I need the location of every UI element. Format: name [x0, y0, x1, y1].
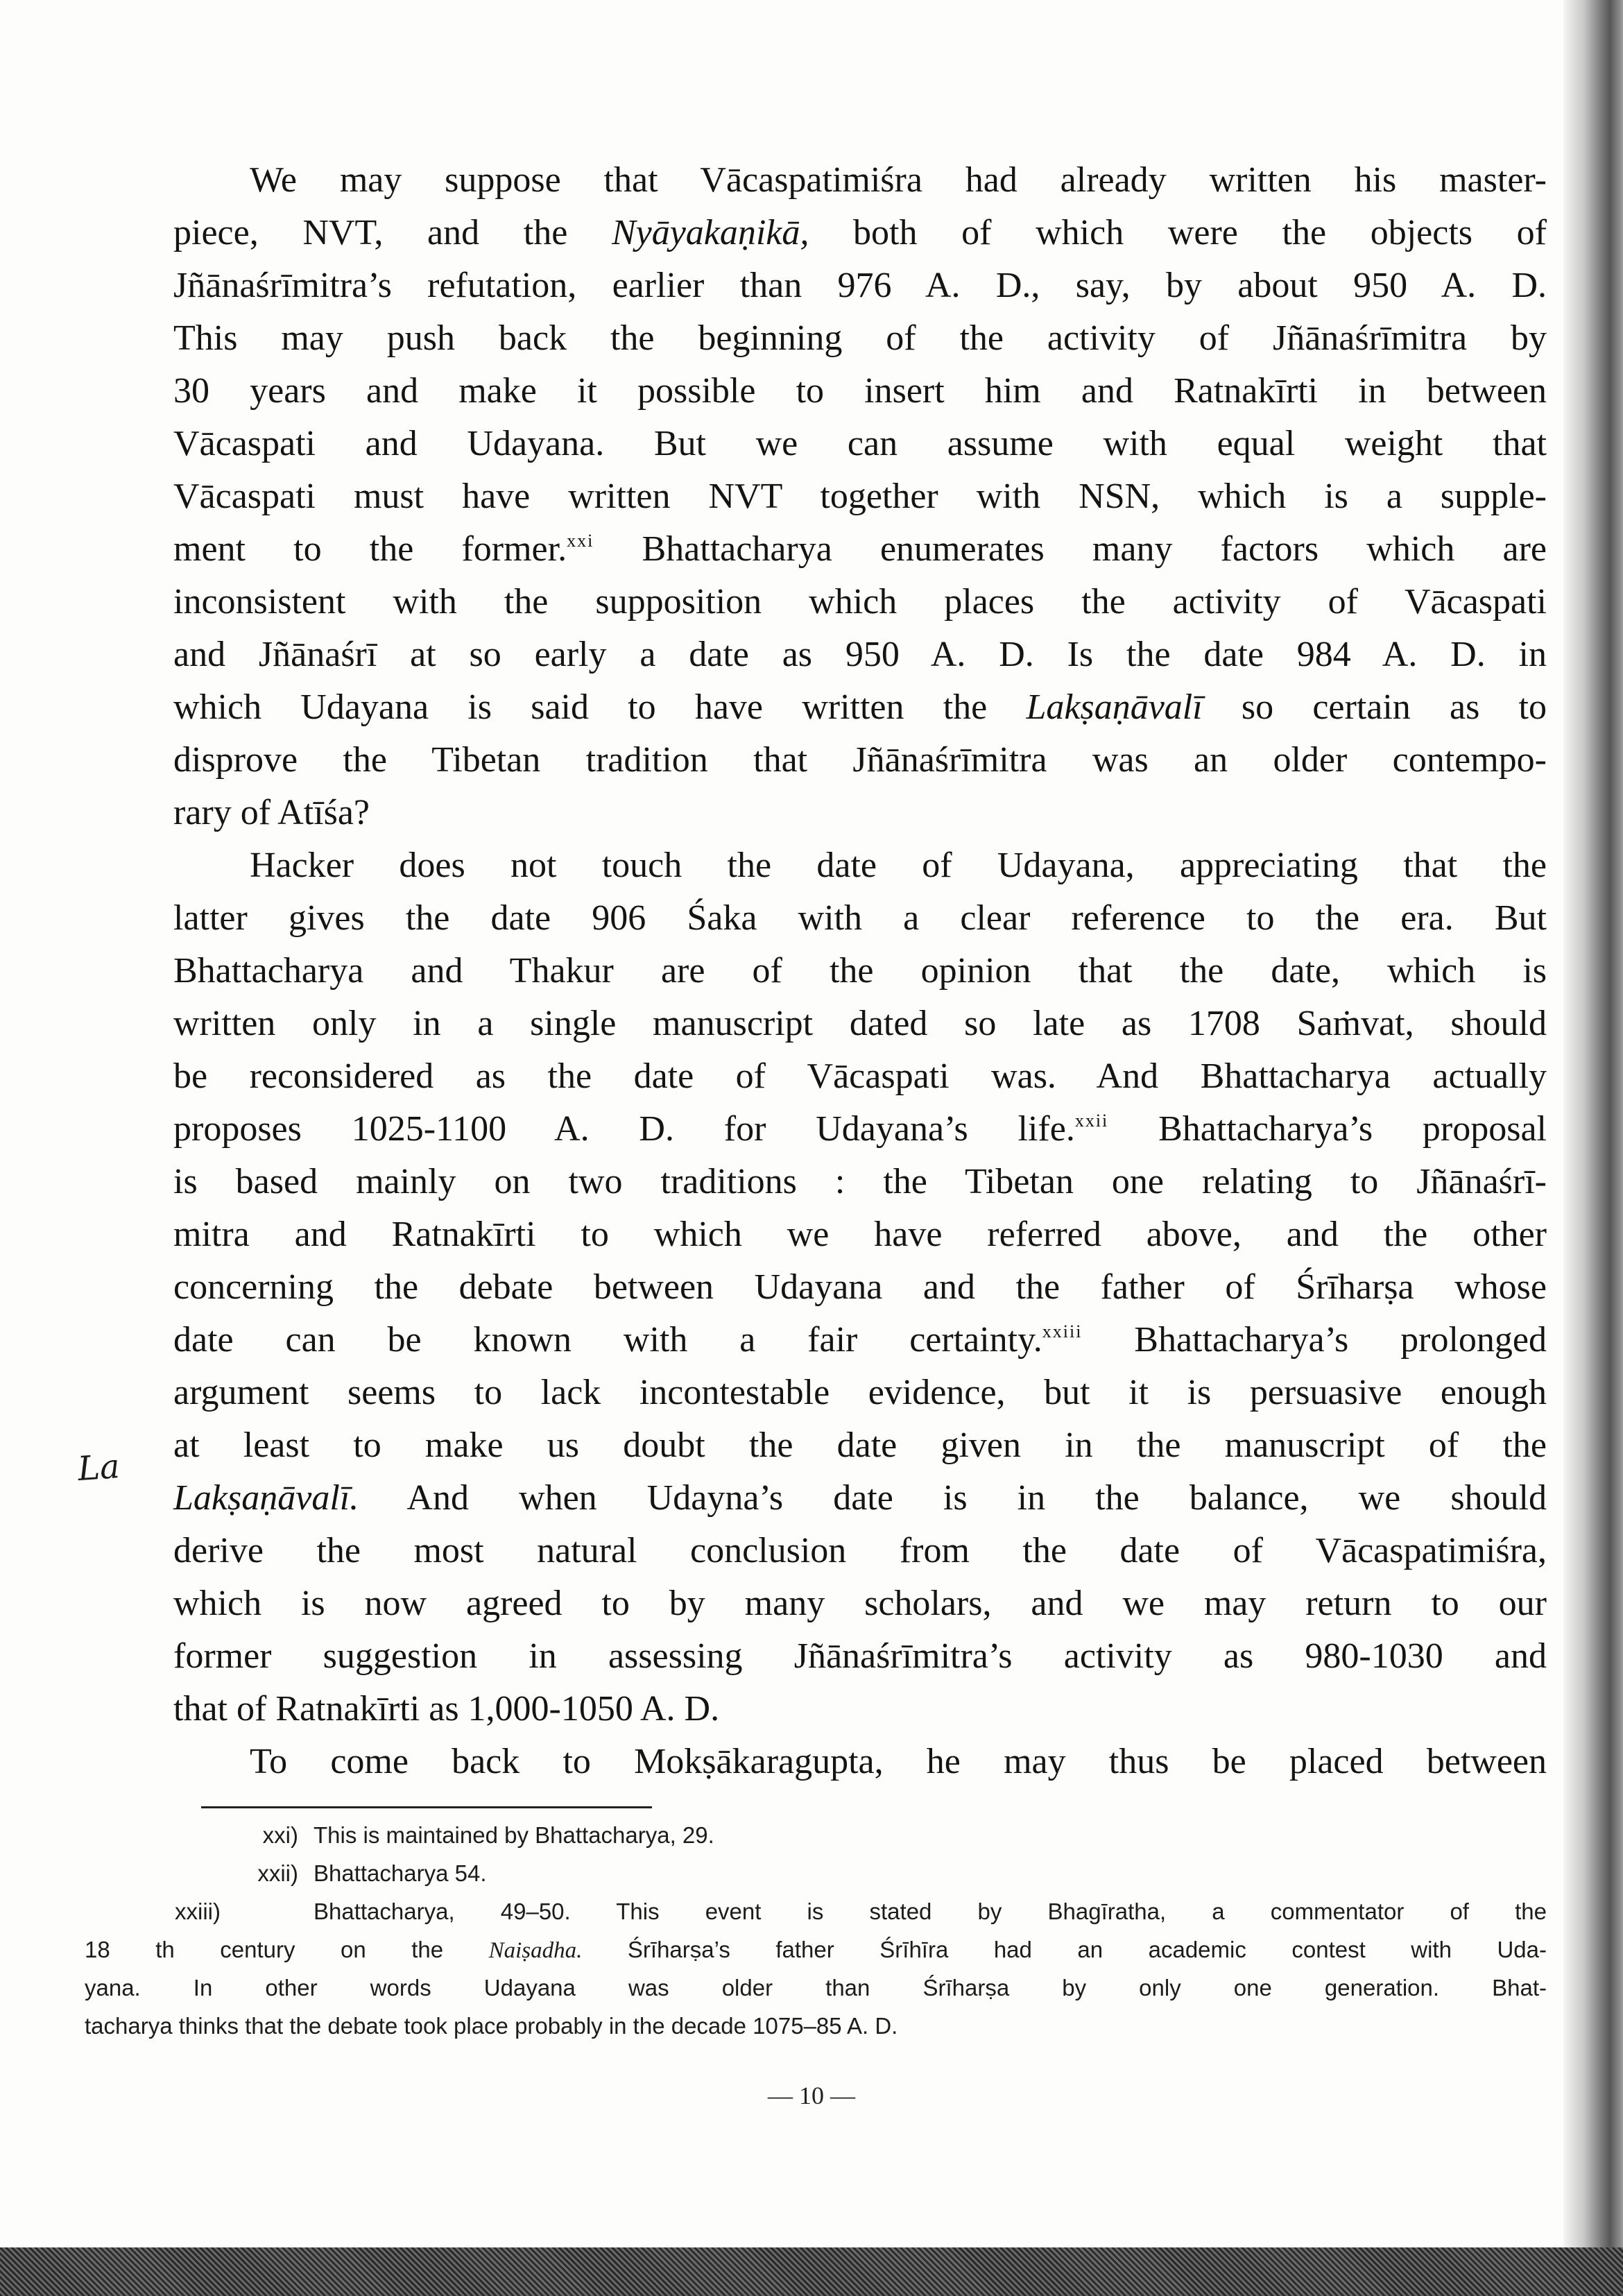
text-run: disprove the Tibetan tradition that Jñānaśrīmitra was an older contempo-	[173, 740, 1547, 780]
footnote-line	[208, 1854, 1547, 1892]
footnote-line	[85, 1969, 1547, 2007]
text-run: This may push back the beginning of the activity of Jñānaśrīmitra by	[173, 318, 1547, 358]
footnote-line	[85, 2007, 1547, 2045]
scan-binding-edge	[1563, 0, 1623, 2296]
text-run: proposes 1025-1100 A. D. for Udayana’s life.	[173, 1109, 1075, 1149]
text-line	[173, 1525, 1547, 1577]
footnote-text: tacharya thinks that the debate took place probably in the decade 1075–85 A. D.	[85, 2013, 898, 2039]
text-run: which is now agreed to by many scholars, and we may return to our	[173, 1584, 1547, 1623]
text-run: latter gives the date 906 Śaka with a clear reference to the era. But	[173, 898, 1547, 938]
main-body-text	[173, 154, 1547, 1788]
text-run: piece, NVT, and the	[173, 213, 612, 252]
text-line	[173, 207, 1547, 259]
text-line	[173, 1367, 1547, 1419]
scan-bottom-band	[0, 2247, 1623, 2296]
text-run: Bhattacharya and Thakur are of the opinion that the date, which is	[173, 951, 1547, 991]
footnote-text: This is maintained by Bhattacharya, 29.	[314, 1822, 714, 1848]
text-run: rary of Atīśa?	[173, 793, 370, 832]
text-run: And when Udayna’s date is in the balance, we should	[359, 1478, 1547, 1518]
text-line	[173, 1683, 1547, 1736]
text-run: ment to the former.	[173, 529, 567, 569]
footnote-label: xxii)	[257, 1860, 298, 1886]
text-run: inconsistent with the supposition which places the activity of Vācaspati	[173, 582, 1547, 622]
footnote-reference: xxii	[1074, 1111, 1109, 1131]
text-line	[173, 892, 1547, 945]
footnote-text: Bhattacharya, 49–50. This event is stated by Bhagīratha, a commentator of the	[314, 1899, 1547, 1924]
text-run: which Udayana is said to have written the	[173, 687, 1027, 727]
footnote-reference: xxiii	[1042, 1321, 1083, 1342]
text-run: Bhattacharya enumerates many factors which are	[594, 529, 1547, 569]
text-line	[173, 523, 1547, 576]
text-line	[173, 154, 1547, 207]
text-run: derive the most natural conclusion from the date of Vācaspatimiśra,	[173, 1531, 1547, 1570]
footnote-line	[175, 1892, 1547, 1930]
text-line	[173, 259, 1547, 312]
text-line	[173, 734, 1547, 787]
text-run: Vācaspati and Udayana. But we can assume with equal weight that	[173, 424, 1547, 463]
handwritten-margin-note: La	[76, 1446, 121, 1489]
text-run: argument seems to lack incontestable evidence, but it is persuasive enough	[173, 1373, 1547, 1412]
text-line	[173, 1472, 1547, 1525]
text-line	[173, 312, 1547, 365]
text-run: that of Ratnakīrti as 1,000-1050 A. D.	[173, 1689, 720, 1729]
text-line	[173, 418, 1547, 470]
text-line	[173, 1630, 1547, 1683]
footnote-text: Bhattacharya 54.	[314, 1860, 487, 1886]
text-line	[173, 997, 1547, 1050]
text-line	[173, 1261, 1547, 1314]
text-run: 30 years and make it possible to insert him and Ratnakīrti in between	[173, 371, 1547, 411]
text-line	[173, 470, 1547, 523]
text-run: and Jñānaśrī at so early a date as 950 A. D. Is the date 984 A. D. in	[173, 635, 1547, 674]
text-run: mitra and Ratnakīrti to which we have referred above, and the other	[173, 1215, 1547, 1254]
page-number: — 10 —	[768, 2082, 855, 2109]
text-run: written only in a single manuscript dated so late as 1708 Saṁvat, should	[173, 1004, 1547, 1043]
text-run: Jñānaśrīmitra’s refutation, earlier than 976 A. D., say, by about 950 A. D.	[173, 266, 1547, 305]
italic-title: Lakṣaṇāvalī.	[173, 1478, 359, 1518]
text-line	[173, 576, 1547, 628]
paragraph	[173, 1736, 1547, 1788]
italic-title: Lakṣaṇāvalī	[1026, 687, 1203, 727]
text-run: at least to make us doubt the date given in the manuscript of the	[173, 1425, 1547, 1465]
text-run: Hacker does not touch the date of Udayana, appreciating that the	[250, 846, 1547, 885]
footnote-text: 18 th century on the Naiṣadha. Śrīharṣa’s father Śrīhīra had an academic contest with Uda-	[85, 1937, 1547, 1963]
text-run: Bhattacharya’s prolonged	[1082, 1320, 1547, 1360]
text-run: former suggestion in assessing Jñānaśrīmitra’s activity as 980-1030 and	[173, 1636, 1547, 1676]
text-line	[173, 787, 1547, 839]
text-line	[173, 945, 1547, 997]
text-line	[173, 1208, 1547, 1261]
text-line	[173, 1103, 1547, 1156]
text-run: is based mainly on two traditions : the Tibetan one relating to Jñānaśrī-	[173, 1162, 1547, 1201]
text-line	[173, 628, 1547, 681]
footnote-text: yana. In other words Udayana was older than Śrīharṣa by only one generation. Bhat-	[85, 1975, 1547, 2001]
text-run: To come back to Mokṣākaragupta, he may thus be placed between	[250, 1742, 1547, 1781]
text-run: be reconsidered as the date of Vācaspati was. And Bhattacharya actually	[173, 1056, 1547, 1096]
footnote-label: xxiii)	[175, 1899, 221, 1924]
text-run: date can be known with a fair certainty.	[173, 1320, 1042, 1360]
footnote-line	[208, 1816, 1547, 1854]
footnote-line	[85, 1930, 1547, 1969]
text-line	[173, 1577, 1547, 1630]
text-line	[173, 839, 1547, 892]
footnote-separator	[201, 1806, 652, 1808]
text-run: concerning the debate between Udayana and the father of Śrīharṣa whose	[173, 1267, 1547, 1307]
text-run: We may suppose that Vācaspatimiśra had already written his master-	[250, 160, 1547, 200]
footnote-label: xxi)	[262, 1822, 298, 1848]
text-line	[173, 681, 1547, 734]
footnotes	[85, 1816, 1547, 2045]
text-run: Vācaspati must have written NVT together with NSN, which is a supple-	[173, 477, 1547, 516]
footnote-reference: xxi	[567, 531, 594, 551]
text-line	[173, 1419, 1547, 1472]
text-run: Bhattacharya’s proposal	[1108, 1109, 1547, 1149]
text-line	[173, 1050, 1547, 1103]
text-line	[173, 365, 1547, 418]
text-line	[173, 1736, 1547, 1788]
italic-title: Nyāyakaṇikā,	[611, 213, 809, 252]
text-line	[173, 1156, 1547, 1208]
paragraph	[173, 154, 1547, 839]
paragraph	[173, 839, 1547, 1736]
text-line	[173, 1314, 1547, 1367]
text-run: so certain as to	[1202, 687, 1547, 727]
text-run: both of which were the objects of	[809, 213, 1547, 252]
